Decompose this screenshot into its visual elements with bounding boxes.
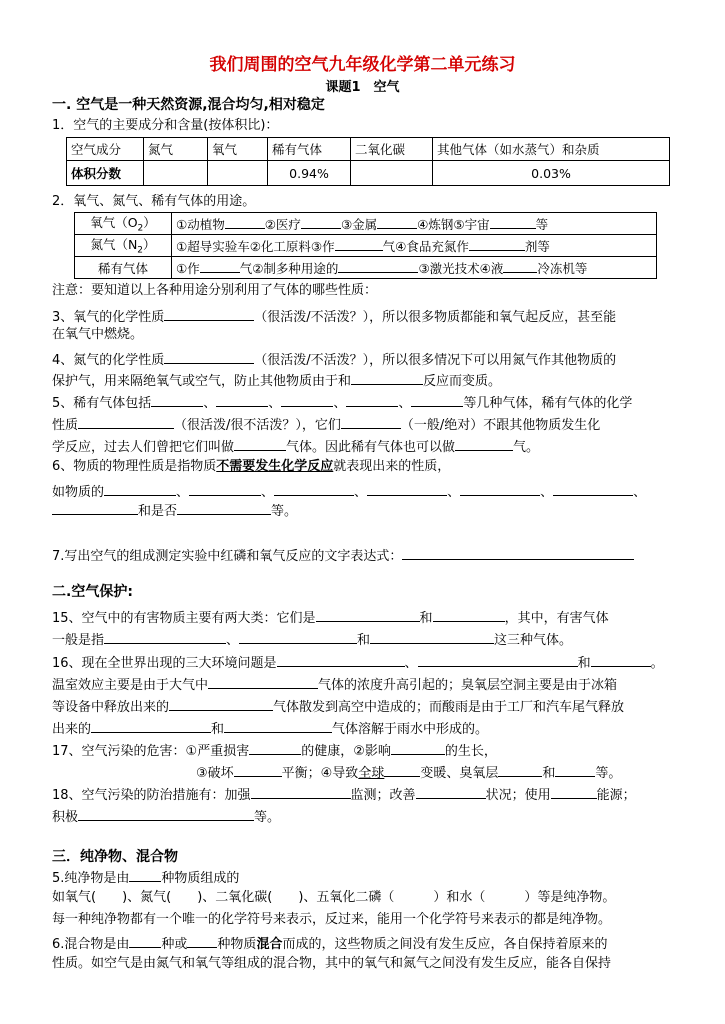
lesson-subtitle: 课题1 空气 — [325, 80, 400, 95]
q15-line: 一般是指 、 和 这三种气体。 — [52, 629, 572, 650]
table2-label: 稀有气体 — [75, 257, 172, 279]
table1-cell: 稀有气体 — [268, 138, 351, 161]
q1-text: 1．空气的主要成分和含量(按体积比)： — [52, 118, 279, 133]
q16-line: 16、现在全世界出现的三大环境问题是 、 和 。 — [52, 652, 664, 673]
q16-line: 温室效应主要是由于大气中 气体的浓度升高引起的；臭氧层空洞主要是由于冰箱 — [52, 674, 617, 695]
table1-cell: 0.94% — [268, 161, 351, 186]
table1-cell: 0.03% — [433, 161, 670, 186]
note-text: 注意：要知道以上各种用途分别利用了气体的哪些性质： — [52, 283, 378, 298]
q15-line: 15、空气中的有害物质主要有两大类：它们是 和 ，其中，有害气体 — [52, 607, 609, 628]
q4-line: 4、氮气的化学性质 （很活泼/不活泼？），所以很多情况下可以用氮气作其他物质的 — [52, 349, 616, 370]
q16-line: 等设备中释放出来的 气体散发到高空中造成的；而酸雨是由于工厂和汽车尾气释放 — [52, 696, 624, 717]
document-title: 我们周围的空气九年级化学第二单元练习 — [209, 55, 516, 75]
mixture-line: 6.混合物是由 种或 种物质混合而成的，这些物质之间没有发生反应，各自保持着原来的 — [52, 933, 607, 954]
q17-line: 17、空气污染的危害：①严重损害 的健康，②影响 的生长， — [52, 740, 497, 761]
section-1-heading: 一. 空气是一种天然资源,混合均匀,相对稳定 — [52, 97, 325, 113]
table1-cell: 二氧化碳 — [351, 138, 433, 161]
q17-line: ③破坏 平衡；④导致全球 变暖、臭氧层 和 等。 — [196, 762, 621, 783]
section-3-heading: 三．纯净物、混合物 — [52, 849, 178, 865]
mixture-line: 性质。如空气是由氮气和氧气等组成的混合物，其中的氧气和氮气之间没有发生反应，能各自保持 — [52, 956, 612, 971]
table2-cell: ①动植物 ②医疗 ③金属 ④炼钢⑤宇宙 等 — [172, 213, 657, 235]
q18-line: 18、空气污染的防治措施有：加强 监测；改善 状况；使用 能源； — [52, 784, 636, 805]
table2-cell: ①作 气②制多种用途的 ③激光技术④液 冷冻机等 — [172, 257, 657, 279]
q4-line: 保护气，用来隔绝氧气或空气，防止其他物质由于和 反应而变质。 — [52, 370, 501, 391]
pure-line: 每一种纯净物都有一个唯一的化学符号来表示，反过来，能用一个化学符号来表示的都是纯净物。 — [52, 912, 612, 927]
table1-cell: 其他气体（如水蒸气）和杂质 — [433, 138, 670, 161]
uses-table — [74, 212, 657, 279]
composition-table — [66, 137, 670, 186]
q3-line: 3、氧气的化学性质 （很活泼/不活泼？），所以很多物质都能和氧气起反应，甚至能 — [52, 306, 616, 327]
table2-label: 氧气$(O_2)$ — [75, 213, 172, 235]
q7-line: 7.写出空气的组成测定实验中红磷和氧气反应的文字表达式： — [52, 545, 634, 566]
q3-line: 在氧气中燃烧。 — [52, 327, 144, 342]
table2-cell: ①超导实验车②化工原料③作 气④食品充氮作 剂等 — [172, 235, 657, 257]
q5-line: 5、稀有气体包括 、 、 、 、 等几种气体，稀有气体的化学 — [52, 392, 632, 413]
q16-line: 出来的 和 气体溶解于雨水中形成的。 — [52, 718, 488, 739]
table2-label: 氮气$(N_2)$ — [75, 235, 172, 257]
table1-cell — [144, 161, 208, 186]
table1-cell: 氮气 — [144, 138, 208, 161]
pure-line: 5.纯净物是由 种物质组成的 — [52, 867, 239, 888]
q6-line: 如物质的 、 、 、 、 、 、 — [52, 481, 646, 502]
q5-line: 性质 （很活泼/很不活泼？），它们 （一般/绝对）不跟其他物质发生化 — [52, 414, 600, 435]
q6-line: 6、物质的物理性质是指物质不需要发生化学反应就表现出来的性质， — [52, 459, 451, 474]
table1-cell — [208, 161, 268, 186]
q6-line: 和是否 等。 — [52, 500, 297, 521]
q5-line: 学反应，过去人们曾把它们叫做 气体。因此稀有气体也可以做 气。 — [52, 436, 539, 457]
table1-cell — [351, 161, 433, 186]
q18-line: 积极 等。 — [52, 806, 280, 827]
section-2-heading: 二.空气保护: — [52, 584, 133, 600]
q2-text: 2．氧气、氮气、稀有气体的用途。 — [52, 194, 256, 209]
pure-line: 如氧气( )、氮气( )、二氧化碳( )、五氧化二磷（ ）和水（ ）等是纯净物。 — [52, 890, 616, 905]
table1-cell: 氧气 — [208, 138, 268, 161]
table1-cell: 空气成分 — [67, 138, 144, 161]
table1-cell: 体积分数 — [67, 161, 144, 186]
